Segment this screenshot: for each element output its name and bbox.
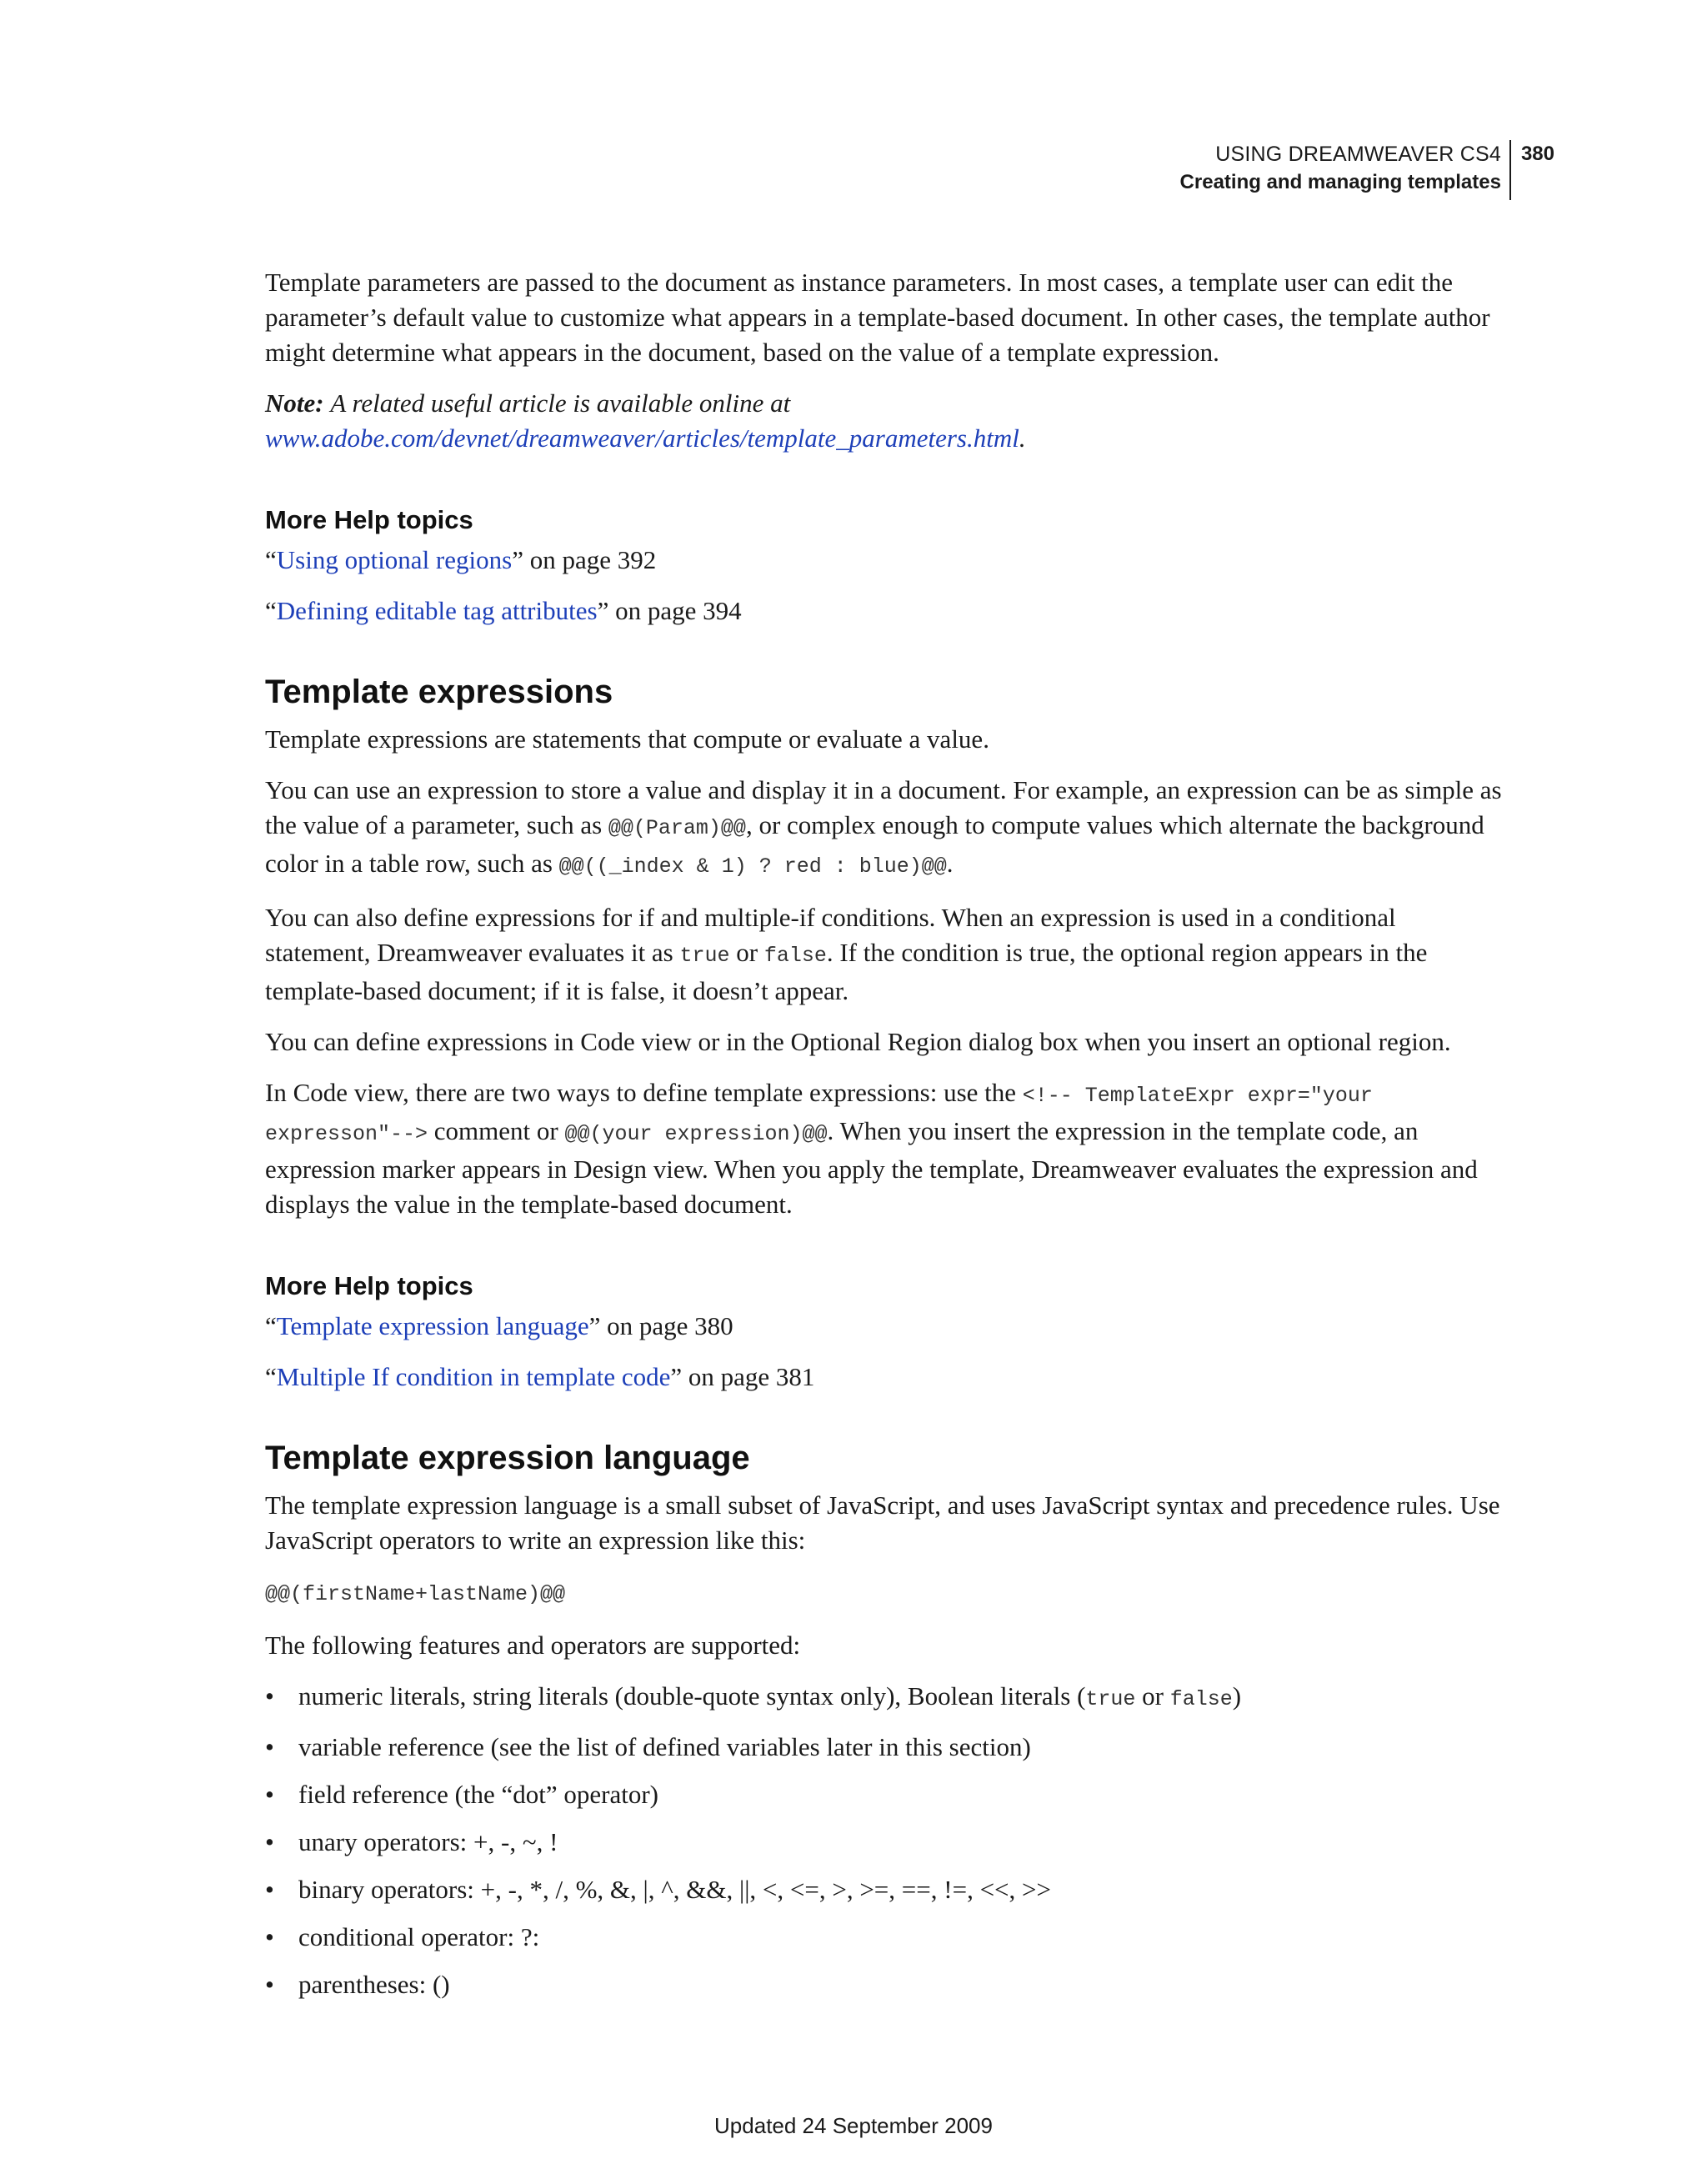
more-help-heading: More Help topics xyxy=(265,1271,473,1300)
code-false: false xyxy=(1169,1687,1233,1711)
bullet-icon: • xyxy=(265,1780,274,1809)
language-paragraph-2: The following features and operators are supported: xyxy=(265,1630,801,1660)
footer-updated-date: Updated 24 September 2009 xyxy=(714,2113,993,2138)
bullet-icon: • xyxy=(265,1922,274,1951)
xref-item: “Multiple If condition in template code” on page 381 xyxy=(265,1362,815,1391)
language-code-example xyxy=(265,1574,1505,1612)
code-false: false xyxy=(763,944,827,968)
page-number: 380 xyxy=(1520,143,1554,165)
xref-item: “Template expression language” on page 380 xyxy=(265,1311,733,1340)
code-your-expression: @@(your expression)@@ xyxy=(564,1122,828,1146)
note-end: . xyxy=(1019,423,1026,453)
xref-item: “Defining editable tag attributes” on page 394 xyxy=(265,596,742,625)
expressions-paragraph-1: Template expressions are statements that compute or evaluate a value. xyxy=(265,724,989,754)
expressions-paragraph-5: In Code view, there are two ways to define template expressions: use the <!-- TemplateExpr expr="your expresson"--> comment or @@(your expression)@@. When you insert the expression in the template code, an expression marker appears in Design view. When you apply the template, Dreamweaver evaluates the expression and displays the value in the template-based document. xyxy=(265,1078,1478,1219)
expressions-paragraph-3: You can also define expressions for if and multiple-if conditions. When an expression is used in a conditional statement, Dreamweaver evaluates it as true or false. If the condition is true, the optional region appears in the template-based document; if it is false, it doesn’t appear. xyxy=(265,903,1428,1005)
chapter-title: Creating and managing templates xyxy=(1179,171,1501,193)
running-header xyxy=(1180,140,1554,200)
section-heading-template-expression-language: Template expression language xyxy=(265,1440,750,1476)
code-true: true xyxy=(679,944,730,968)
features-list xyxy=(265,1679,1505,2002)
code-firstname-lastname: @@(firstName+lastName)@@ xyxy=(265,1582,566,1606)
bullet-icon: • xyxy=(265,1875,274,1904)
note xyxy=(265,386,1505,456)
list-item: • numeric literals, string literals (double-quote syntax only), Boolean literals (true or false) xyxy=(265,1679,1505,1717)
bullet-icon: • xyxy=(265,1827,274,1856)
code-true: true xyxy=(1085,1687,1136,1711)
book-title: USING DREAMWEAVER CS4 xyxy=(1215,143,1501,166)
intro-paragraph: Template parameters are passed to the document as instance parameters. In most cases, a template user can edit the parameter’s default value to customize what appears in a template-based document. In other cases, the template author might determine what appears in the document, based on the value of a template expression. xyxy=(265,268,1490,367)
xref-suffix: ” on page 392 xyxy=(512,545,657,574)
note-url-link[interactable]: www.adobe.com/devnet/dreamweaver/articles/template_parameters.html xyxy=(265,423,1019,453)
xref-item: “Using optional regions” on page 392 xyxy=(265,545,657,574)
expressions-paragraph-4: You can define expressions in Code view or in the Optional Region dialog box when you insert an optional region. xyxy=(265,1027,1451,1056)
code-param: @@(Param)@@ xyxy=(608,816,746,840)
section-heading-template-expressions: Template expressions xyxy=(265,674,613,710)
xref-link-template-expression-language[interactable]: Template expression language xyxy=(276,1311,589,1340)
list-item: • conditional operator: ?: xyxy=(265,1920,1505,1955)
xref-link-editable-tag-attributes[interactable]: Defining editable tag attributes xyxy=(276,596,598,625)
list-item: • parentheses: () xyxy=(265,1967,1505,2002)
running-header-titles xyxy=(1180,140,1511,200)
note-label: Note: xyxy=(265,388,324,418)
list-item: • field reference (the “dot” operator) xyxy=(265,1777,1505,1812)
code-index-expression: @@((_index & 1) ? red : blue)@@ xyxy=(558,854,947,879)
note-text: A related useful article is available online at xyxy=(330,388,791,418)
expressions-paragraph-2: You can use an expression to store a value and display it in a document. For example, an expression can be as simple as the value of a parameter, such as @@(Param)@@, or complex enough to compute values which alternate the background color in a table row, such as @@((_index & 1) ? red : blue)@@. xyxy=(265,775,1502,879)
xref-suffix: ” on page 380 xyxy=(588,1311,733,1340)
xref-link-multiple-if-condition[interactable]: Multiple If condition in template code xyxy=(276,1362,671,1391)
bullet-icon: • xyxy=(265,1732,274,1761)
list-item: • unary operators: +, -, ~, ! xyxy=(265,1825,1505,1860)
list-item: • binary operators: +, -, *, /, %, &, |, ^, &&, ||, <, <=, >, >=, ==, !=, <<, >> xyxy=(265,1872,1505,1907)
bullet-icon: • xyxy=(265,1681,274,1711)
xref-suffix: ” on page 381 xyxy=(670,1362,815,1391)
xref-link-optional-regions[interactable]: Using optional regions xyxy=(276,545,513,574)
bullet-icon: • xyxy=(265,1970,274,1999)
xref-suffix: ” on page 394 xyxy=(597,596,742,625)
page-content xyxy=(265,265,1505,2015)
list-item: • variable reference (see the list of defined variables later in this section) xyxy=(265,1730,1505,1765)
code-templateexpr-comment: <!-- TemplateExpr expr="your expresson"--> xyxy=(265,1084,1373,1146)
more-help-heading: More Help topics xyxy=(265,505,473,534)
language-paragraph-1: The template expression language is a small subset of JavaScript, and uses JavaScript syntax and precedence rules. Use JavaScript operators to write an expression like this: xyxy=(265,1490,1500,1555)
